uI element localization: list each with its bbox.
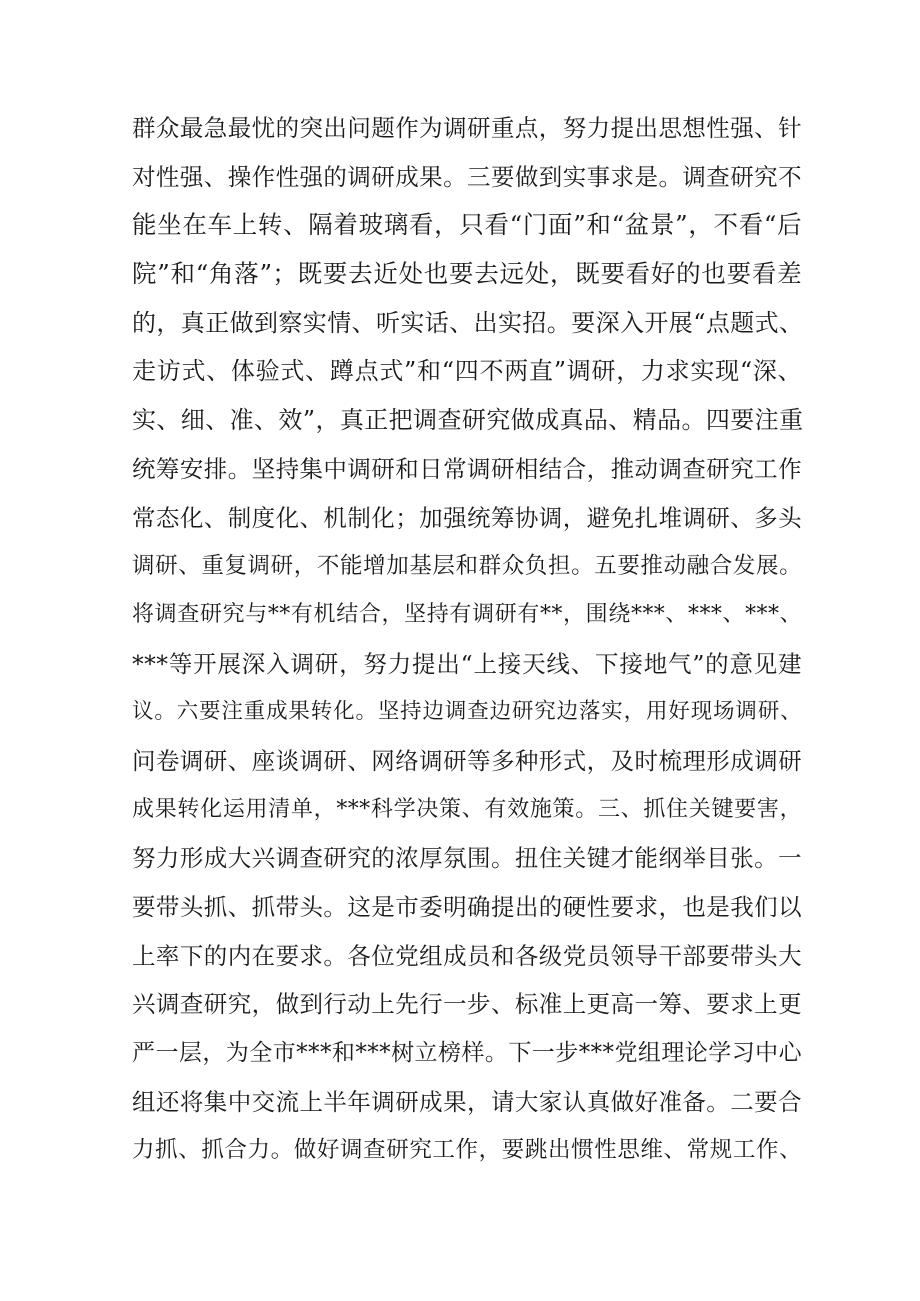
text-line: 能坐在车上转、隔着玻璃看，只看“门面”和“盆景”，不看“后: [132, 210, 802, 240]
text-line: 院”和“角落”；既要去近处也要去远处，既要看好的也要看差: [132, 259, 802, 289]
text-line: 将调查研究与**有机结合，坚持有调研有**，围绕***、***、***、: [132, 601, 802, 627]
text-line: 成果转化运用清单，***科学决策、有效施策。三、抓住关键要害，: [132, 796, 802, 822]
text-line: 走访式、体验式、蹲点式”和“四不两直”调研，力求实现“深、: [132, 357, 802, 386]
text-line: 群众最急最忧的突出问题作为调研重点，努力提出思想性强、针: [132, 114, 802, 142]
text-line: 努力形成大兴调查研究的浓厚氛围。扭住关键才能纲举目张。一: [132, 844, 802, 873]
text-line: 兴调查研究，做到行动上先行一步、标准上更高一筹、要求上更: [132, 990, 802, 1019]
text-line: 对性强、操作性强的调研成果。三要做到实事求是。调查研究不: [132, 162, 802, 191]
text-line: 常态化、制度化、机制化；加强统筹协调，避免扎堆调研、多头: [132, 503, 802, 532]
text-line: 要带头抓、抓带头。这是市委明确提出的硬性要求，也是我们以: [132, 893, 802, 921]
text-line: 调研、重复调研，不能增加基层和群众负担。五要推动融合发展。: [132, 553, 802, 580]
text-line: 问卷调研、座谈调研、网络调研等多种形式，及时梳理形成调研: [132, 746, 802, 775]
text-line: 严一层，为全市***和***树立榜样。下一步***党组理论学习中心: [132, 1040, 802, 1067]
text-line: 议。六要注重成果转化。坚持边调查边研究边落实，用好现场调研、: [132, 699, 802, 725]
text-line: 上率下的内在要求。各位党组成员和各级党员领导干部要带头大: [132, 941, 802, 970]
text-line: 实、细、准、效”，真正把调查研究做成真品、精品。四要注重: [132, 406, 804, 435]
text-line: ***等开展深入调研，努力提出“上接天线、下接地气”的意见建: [132, 649, 802, 678]
text-line: 的，真正做到察实情、听实话、出实招。要深入开展“点题式、: [132, 308, 804, 337]
text-line: 力抓、抓合力。做好调查研究工作，要跳出惯性思维、常规工作、: [132, 1137, 802, 1164]
text-line: 统筹安排。坚持集中调研和日常调研相结合，推动调查研究工作: [132, 454, 802, 483]
body-text: [132, 104, 802, 1175]
text-line: 组还将集中交流上半年调研成果，请大家认真做好准备。二要合: [132, 1087, 802, 1116]
